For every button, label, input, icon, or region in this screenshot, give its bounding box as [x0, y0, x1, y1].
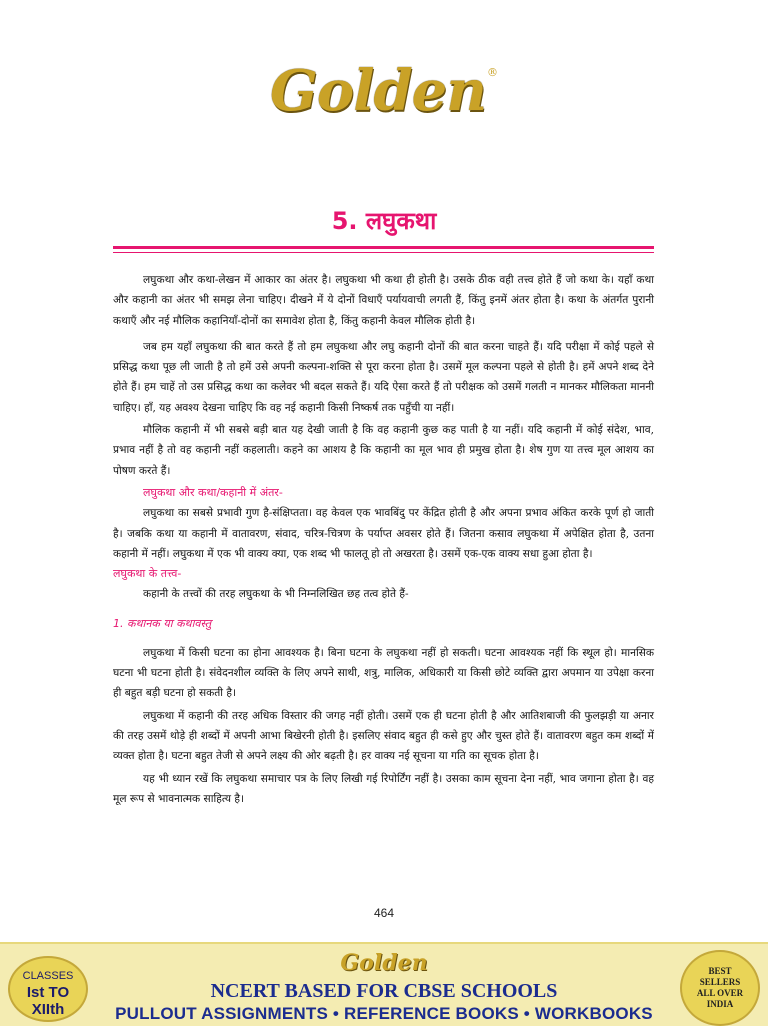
best-sellers-badge: [680, 950, 760, 1026]
title-rule-thick: [113, 246, 654, 249]
paragraph: जब हम यहाँ लघुकथा की बात करते हैं तो हम लघुकथा और लघु कहानी दोनों की बात करना चाहते हैं। यदि परीक्षा में कोई पहले से प्रसिद्ध कथा पूछ ली जाती है तो हमें उसे अपनी कल्पना-शक्ति से पूरा करना होता है। उसमें मूल कल्पना पहले से होती है। हमें अपने शब्द देने होते हैं। हम चाहें तो उस प्रसिद्ध कथा का कलेवर भी बदल सकते हैं। यदि ऐसा करते हैं तो परीक्षक को उसमें गलती न मानकर मौलिकता माननी चाहिए। हाँ, यह अवश्य देखना चाहिए कि वह नई कहानी किसी निष्कर्ष तक पहुँची या नहीं।: [113, 340, 654, 414]
registered-mark: ®: [486, 66, 498, 79]
classes-badge-label: CLASSES: [22, 970, 74, 982]
golden-logo: [0, 58, 768, 124]
paragraph: मौलिक कहानी में भी सबसे बड़ी बात यह देखी जाती है कि वह कहानी कुछ कह पाती है या नहीं। यदि कहानी में कोई संदेश, भाव, प्रभाव नहीं है तो वह कहानी नहीं कहलाती। कहने का आशय है कि कहानी का मूल भाव ही प्रमुख होता है। शेष गुण या तत्त्व मूल आशय का पोषण करते हैं।: [113, 424, 654, 477]
badge-text: INDIA: [706, 999, 734, 1009]
chapter-body: [113, 270, 654, 809]
subheading: लघुकथा के तत्त्व-: [113, 567, 182, 581]
paragraph: लघुकथा में कहानी की तरह अधिक विस्तार की जगह नहीं होती। उसमें एक ही घटना होती है और आतिशबाजी की फुलझड़ी या अनार की तरह उसमें थोड़े ही शब्दों में अपनी आभा बिखेरनी होती है। इसलिए संवाद बहुत ही कसे हुए और चुस्त होते हैं। वातावरण बहुत कम शब्दों में व्यक्त होता है। घटना बहुत तेजी से अपने लक्ष्य की ओर बढ़ती है। हर वाक्य नई सूचना या गति का सूचक होता है।: [113, 709, 654, 763]
footer-products: PULLOUT ASSIGNMENTS • REFERENCE BOOKS • WORKBOOKS: [115, 1004, 653, 1023]
golden-logo-text: Golden: [270, 58, 486, 124]
paragraph: लघुकथा और कथा-लेखन में आकार का अंतर है। लघुकथा भी कथा ही होती है। उसके ठीक वही तत्त्व होते हैं जो कथा के। यहाँ कथा और कहानी का अंतर भी समझ लेना चाहिए। दीखने में ये दोनों विधाएँ पर्यायवाची लगती हैं, किंतु इनमें अंतर होता है। कथा के अंतर्गत पुरानी कथाएँ और नई मौलिक कहानियाँ-दोनों का समावेश होता है, किंतु कहानी केवल मौलिक होती है।: [113, 274, 654, 327]
subheading: लघुकथा और कथा/कहानी में अंतर-: [143, 485, 283, 499]
page-number: 464: [373, 906, 395, 920]
paragraph: यह भी ध्यान रखें कि लघुकथा समाचार पत्र के लिए लिखी गई रिपोर्टिंग नहीं है। उसका काम सूचना देना नहीं, भाव जगाना होता है। वह मूल रूप से भावनात्मक साहित्य है।: [113, 772, 654, 805]
title-rule-thin: [113, 252, 654, 253]
badge-text: BEST: [708, 966, 732, 976]
footer-banner: [0, 942, 768, 1026]
badge-text: SELLERS: [699, 977, 741, 987]
chapter-title: 5. लघुकथा: [331, 207, 437, 235]
paragraph: लघुकथा का सबसे प्रभावी गुण है-संक्षिप्तता। वह केवल एक भावबिंदु पर केंद्रित होती है और अपना प्रभाव अंकित करके पूर्ण हो जाती है। जबकि कथा या कहानी में वातावरण, संवाद, चरित्र-चित्रण के पर्याप्त अवसर होते हैं। जितना कसाव लघुकथा में अपेक्षित होता है, उतना कहानी में नहीं। लघुकथा में एक भी वाक्य क्या, एक शब्द भी फालतू हो तो अखरता है। उसमें एक-एक वाक्य सधा हुआ होता है।: [113, 507, 654, 560]
paragraph: कहानी के तत्त्वों की तरह लघुकथा के भी निम्नलिखित छह तत्व होते हैं-: [143, 588, 409, 601]
footer-golden-logo: Golden: [340, 950, 428, 976]
classes-badge-range: Ist TO XIIth: [26, 984, 70, 1018]
footer-tagline: NCERT BASED FOR CBSE SCHOOLS: [210, 980, 558, 1002]
section-heading: 1. कथानक या कथावस्तु: [113, 616, 212, 630]
badge-text: ALL OVER: [696, 988, 744, 998]
paragraph: लघुकथा में किसी घटना का होना आवश्यक है। बिना घटना के लघुकथा नहीं हो सकती। घटना आवश्यक नहीं कि स्थूल हो। मानसिक घटना भी घटना होती है। संवेदनशील व्यक्ति के लिए अपने साथी, शत्रु, मालिक, अधिकारी या किसी छोटे व्यक्ति द्वारा अपमान या उपेक्षा करना ही बहुत बड़ी घटना हो सकती है।: [113, 646, 654, 700]
